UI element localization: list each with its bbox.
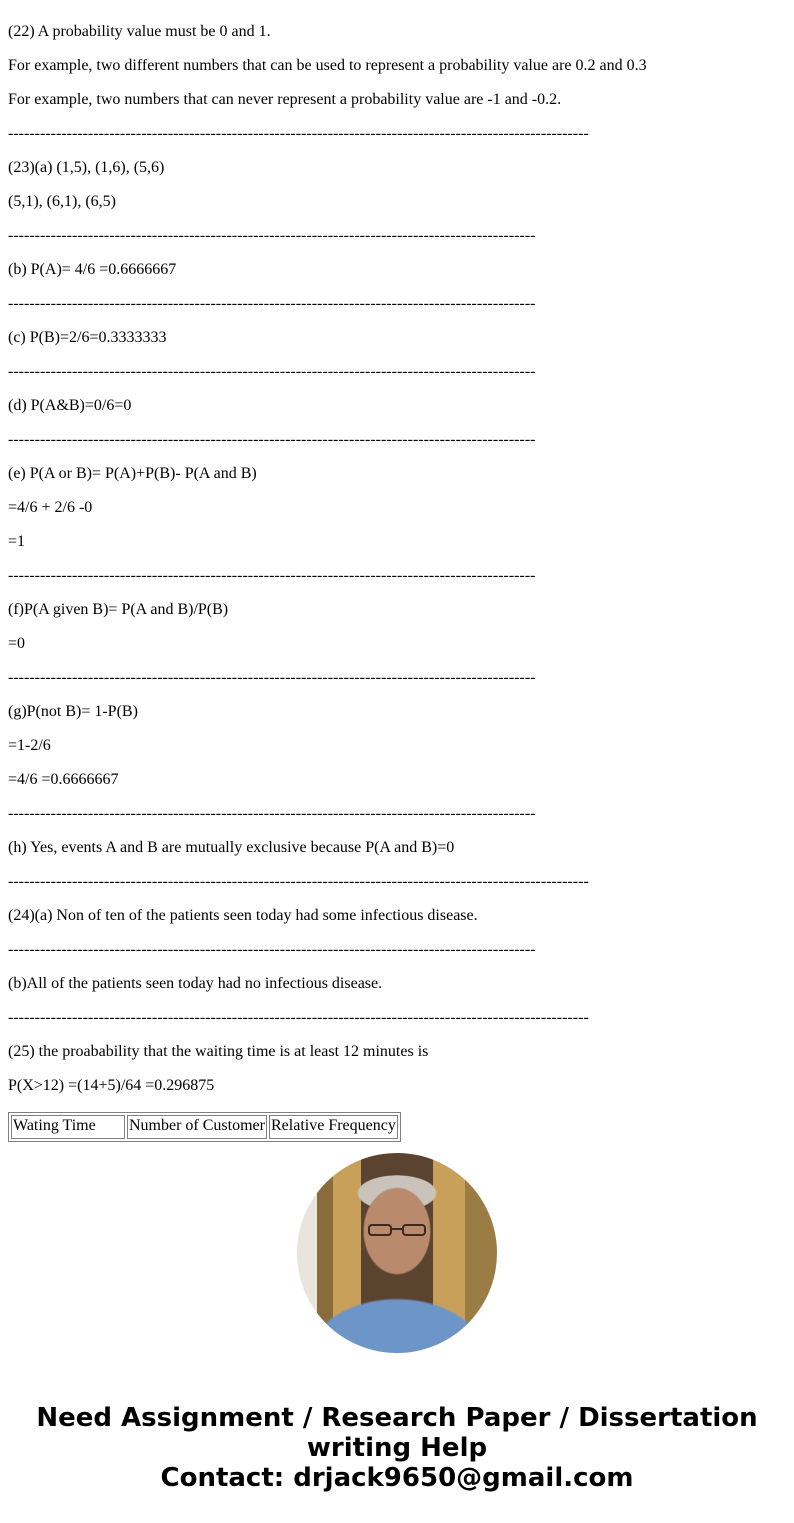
table-header-number-of-customer: Number of Customer [127, 1115, 267, 1139]
document-content [8, 0, 788, 1134]
line-22-example-invalid: For example, two numbers that can never represent a probability value are -1 and -0.2. [8, 91, 562, 108]
line-24a: (24)(a) Non of ten of the patients seen today had some infectious disease. [8, 907, 478, 924]
line-23h: (h) Yes, events A and B are mutually exclusive because P(A and B)=0 [8, 839, 455, 856]
divider: ------------------------------------------------------------------------------------------------------------- [8, 1009, 589, 1026]
line-23e-result: =1 [8, 533, 26, 550]
line-23g-step: =1-2/6 [8, 737, 51, 754]
divider: --------------------------------------------------------------------------------------------------- [8, 941, 536, 958]
line-23a-outcomes: (23)(a) (1,5), (1,6), (5,6) [8, 159, 165, 176]
divider: --------------------------------------------------------------------------------------------------- [8, 363, 536, 380]
line-23g-result: =4/6 =0.6666667 [8, 771, 119, 788]
line-23b: (b) P(A)= 4/6 =0.6666667 [8, 261, 177, 278]
table-header-row [11, 1115, 398, 1139]
line-22-heading: (22) A probability value must be 0 and 1. [8, 23, 271, 40]
line-23e: (e) P(A or B)= P(A)+P(B)- P(A and B) [8, 465, 257, 482]
divider: --------------------------------------------------------------------------------------------------- [8, 431, 536, 448]
line-22-example-valid: For example, two different numbers that can be used to represent a probability value are 0.2 and 0.3 [8, 57, 647, 74]
line-25-result: P(X>12) =(14+5)/64 =0.296875 [8, 1077, 215, 1094]
line-23f-result: =0 [8, 635, 26, 652]
divider: ------------------------------------------------------------------------------------------------------------- [8, 873, 589, 890]
waiting-time-table [8, 1112, 401, 1142]
author-avatar [297, 1153, 497, 1353]
promo-contact: Contact: drjack9650@gmail.com [160, 1463, 634, 1493]
divider: --------------------------------------------------------------------------------------------------- [8, 805, 536, 822]
avatar-glasses [367, 1223, 427, 1237]
divider: --------------------------------------------------------------------------------------------------- [8, 669, 536, 686]
divider: --------------------------------------------------------------------------------------------------- [8, 227, 536, 244]
promo-banner [0, 1403, 794, 1493]
line-25-heading: (25) the proabability that the waiting time is at least 12 minutes is [8, 1043, 429, 1060]
divider: --------------------------------------------------------------------------------------------------- [8, 567, 536, 584]
line-23c: (c) P(B)=2/6=0.3333333 [8, 329, 167, 346]
promo-line-1: Need Assignment / Research Paper / Dissertation [36, 1403, 758, 1433]
line-23d: (d) P(A&B)=0/6=0 [8, 397, 132, 414]
line-23e-step: =4/6 + 2/6 -0 [8, 499, 93, 516]
promo-line-2: writing Help [306, 1433, 488, 1463]
line-23f: (f)P(A given B)= P(A and B)/P(B) [8, 601, 229, 618]
divider: ------------------------------------------------------------------------------------------------------------- [8, 125, 589, 142]
table-header-relative-frequency: Relative Frequency [269, 1115, 398, 1139]
table-header-waiting-time: Wating Time [11, 1115, 125, 1139]
line-24b: (b)All of the patients seen today had no infectious disease. [8, 975, 383, 992]
line-23g: (g)P(not B)= 1-P(B) [8, 703, 138, 720]
divider: --------------------------------------------------------------------------------------------------- [8, 295, 536, 312]
line-23a-outcomes-cont: (5,1), (6,1), (6,5) [8, 193, 116, 210]
